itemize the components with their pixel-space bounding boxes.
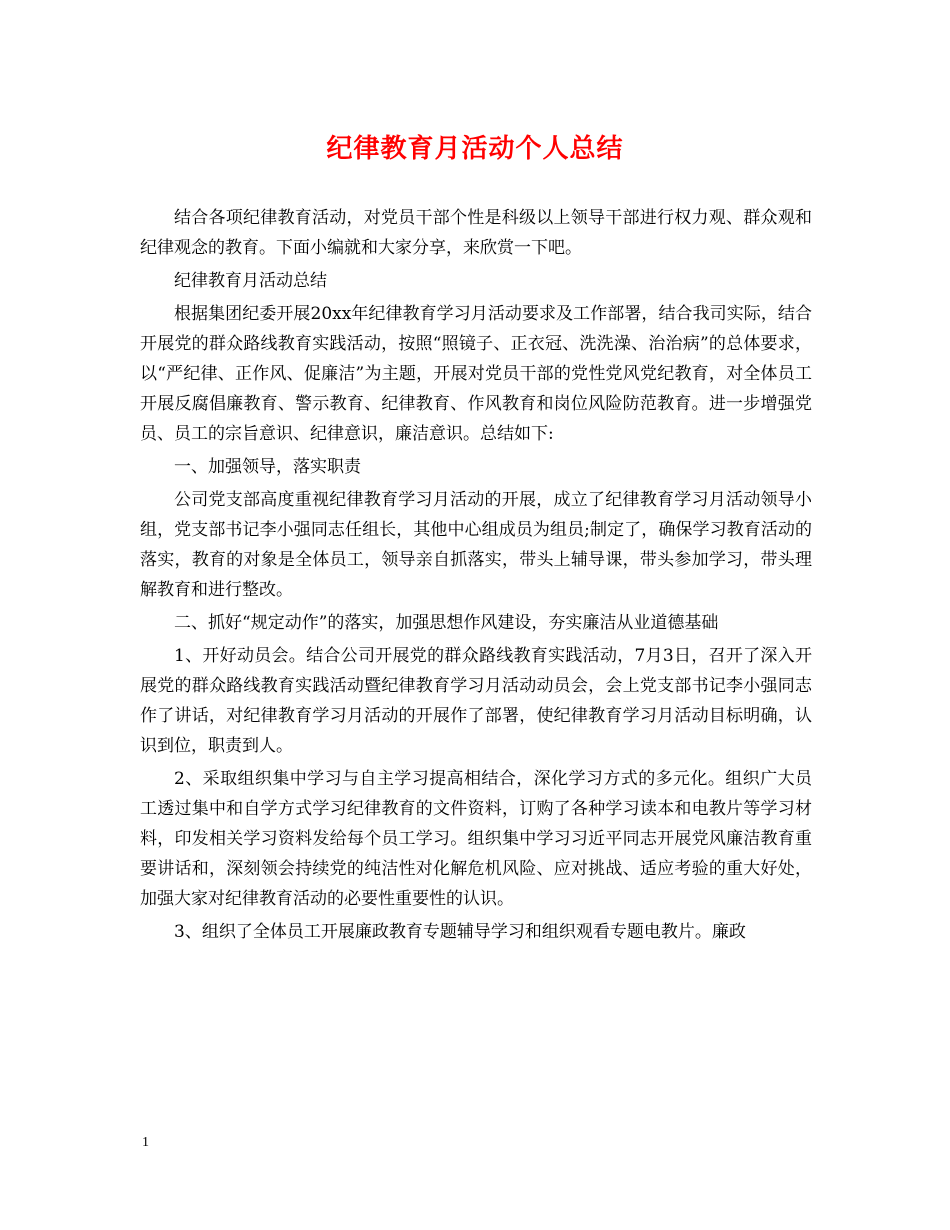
document-title: 纪律教育月活动个人总结 — [326, 134, 624, 164]
paragraph-item-3: 3、组织了全体员工开展廉政教育专题辅导学习和组织观看专题电教片。廉政 — [174, 922, 746, 942]
section-heading-1: 一、加强领导，落实职责 — [174, 457, 361, 477]
section-heading-2: 二、抓好“规定动作”的落实，加强思想作风建设，夯实廉洁从业道德基础 — [174, 613, 719, 633]
paragraph-item-1: 1、开好动员会。结合公司开展党的群众路线教育实践活动，7月3日，召开了深入开展党的群众路线教育实践活动暨纪律教育学习月活动动员会，会上党支部书记李小强同志作了讲话，对纪律教育学习月活动的开展作了部署，使纪律教育学习月活动目标明确，认识到位，职责到人。 — [140, 646, 812, 756]
paragraph-background: 根据集团纪委开展20xx年纪律教育学习月活动要求及工作部署，结合我司实际，结合开展党的群众路线教育实践活动，按照“照镜子、正衣冠、洗洗澡、治治病”的总体要求，以“严纪律、正作风、促廉洁”为主题，开展对党员干部的党性党风党纪教育，对全体员工开展反腐倡廉教育、警示教育、纪律教育、作风教育和岗位风险防范教育。进一步增强党员、员工的宗旨意识、纪律意识，廉洁意识。总结如下: — [140, 304, 812, 444]
page-number: 1 — [142, 1135, 149, 1150]
paragraph-leadership: 公司党支部高度重视纪律教育学习月活动的开展，成立了纪律教育学习月活动领导小组，党支部书记李小强同志任组长，其他中心组成员为组员;制定了，确保学习教育活动的落实，教育的对象是全体员工，领导亲自抓落实，带头上辅导课，带头参加学习，带头理解教育和进行整改。 — [140, 490, 812, 600]
paragraph-intro: 结合各项纪律教育活动，对党员干部个性是科级以上领导干部进行权力观、群众观和纪律观念的教育。下面小编就和大家分享，来欣赏一下吧。 — [140, 208, 812, 258]
paragraph-item-2: 2、采取组织集中学习与自主学习提高相结合，深化学习方式的多元化。组织广大员工透过集中和自学方式学习纪律教育的文件资料，订购了各种学习读本和电教片等学习材料，印发相关学习资料发给每个员工学习。组织集中学习习近平同志开展党风廉洁教育重要讲话和，深刻领会持续党的纯洁性对化解危机风险、应对挑战、适应考验的重大好处，加强大家对纪律教育活动的必要性重要性的认识。 — [140, 769, 812, 909]
document-body — [140, 203, 812, 950]
paragraph-subtitle: 纪律教育月活动总结 — [174, 271, 327, 291]
